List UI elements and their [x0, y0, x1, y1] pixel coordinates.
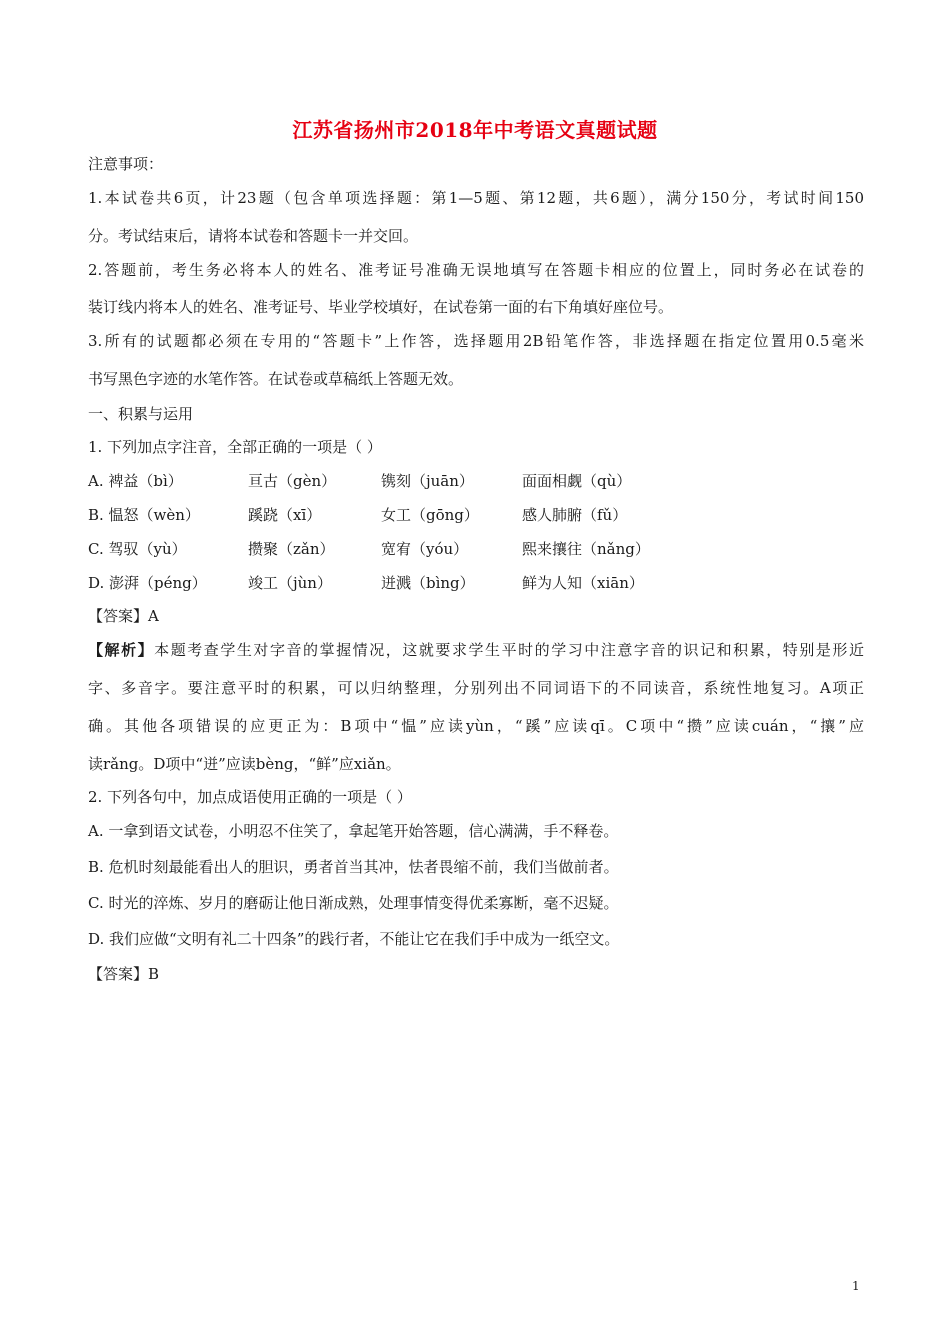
question-1-analysis-line-1 — [88, 640, 864, 660]
notes-heading: 注意事项： — [88, 155, 164, 173]
question-2-option-b: B. 危机时刻最能看出人的胆识，勇者首当其冲，怯者畏缩不前，我们当做前者。 — [88, 858, 619, 876]
option-item: 宽宥（yóu） — [381, 540, 469, 558]
question-2-option-c: C. 时光的淬炼、岁月的磨砺让他日渐成熟，处理事情变得优柔寡断，毫不迟疑。 — [88, 894, 619, 912]
question-2-option-d: D. 我们应做“文明有礼二十四条”的践行者，不能让它在我们手中成为一纸空文。 — [88, 930, 620, 948]
option-item: C. 驾驭（yù） — [88, 540, 187, 558]
option-item: 攒聚（zǎn） — [248, 540, 335, 558]
question-2-option-a: A. 一拿到语文试卷，小明忍不住笑了，拿起笔开始答题，信心满满，手不释卷。 — [88, 822, 619, 840]
section-heading: 一、积累与运用 — [88, 405, 194, 423]
page-number: 1 — [852, 1279, 860, 1293]
option-item: 感人肺腑（fǔ） — [522, 506, 628, 524]
question-1-analysis-line-4: 读rǎng。D项中“迸”应读bèng，“鲜”应xiǎn。 — [88, 755, 401, 773]
question-1-analysis-line-2: 字、多音字。要注意平时的积累，可以归纳整理，分别列出不同词语下的不同读音，系统性地复习。A项正 — [88, 679, 864, 697]
option-item: B. 愠怒（wèn） — [88, 506, 200, 524]
question-1-option-b — [88, 505, 788, 525]
notes-item-3-line-1: 3.所有的试题都必须在专用的“答题卡”上作答，选择题用2B铅笔作答，非选择题在指定位置用0.5毫米 — [88, 332, 864, 350]
option-item: 镌刻（juān） — [381, 472, 474, 490]
option-item: 蹊跷（xī） — [248, 506, 322, 524]
option-item: 迸溅（bìng） — [381, 574, 475, 592]
question-1-option-d — [88, 573, 788, 593]
option-item: 亘古（gèn） — [248, 472, 337, 490]
question-2-answer: 【答案】B — [88, 965, 160, 983]
option-item: A. 裨益（bì） — [88, 472, 183, 490]
question-1-stem: 1. 下列加点字注音，全部正确的一项是（ ） — [88, 438, 382, 456]
analysis-label: 【解析】 — [88, 641, 155, 659]
option-item: 女工（gōng） — [381, 506, 479, 524]
question-1-option-a — [88, 471, 788, 491]
notes-item-2-line-2: 装订线内将本人的姓名、准考证号、毕业学校填好，在试卷第一面的右下角填好座位号。 — [88, 298, 674, 316]
question-1-option-c — [88, 539, 788, 559]
question-1-answer: 【答案】A — [88, 607, 159, 625]
question-2-stem: 2. 下列各句中，加点成语使用正确的一项是（ ） — [88, 788, 412, 806]
option-item: 竣工（jùn） — [248, 574, 332, 592]
option-item: 熙来攘往（nǎng） — [522, 540, 650, 558]
question-1-analysis-line-3: 确。其他各项错误的应更正为：B项中“愠”应读yùn，“蹊”应读qī。C项中“攒”应读cuán，“攘”应 — [88, 717, 864, 735]
notes-item-2-line-1: 2.答题前，考生务必将本人的姓名、准考证号准确无误地填写在答题卡相应的位置上，同时务必在试卷的 — [88, 261, 864, 279]
option-item: 面面相觑（qù） — [522, 472, 632, 490]
option-item: D. 澎湃（péng） — [88, 574, 207, 592]
notes-item-1-line-2: 分。考试结束后，请将本试卷和答题卡一并交回。 — [88, 227, 419, 245]
document-title: 江苏省扬州市2018年中考语文真题试题 — [292, 118, 658, 142]
notes-item-3-line-2: 书写黑色字迹的水笔作答。在试卷或草稿纸上答题无效。 — [88, 370, 464, 388]
option-item: 鲜为人知（xiān） — [522, 574, 644, 592]
analysis-text: 本题考查学生对字音的掌握情况，这就要求学生平时的学习中注意字音的识记和积累，特别是形近 — [154, 641, 864, 659]
notes-item-1-line-1: 1.本试卷共6页，计23题（包含单项选择题：第1—5题、第12题，共6题），满分150分，考试时间150 — [88, 189, 864, 207]
